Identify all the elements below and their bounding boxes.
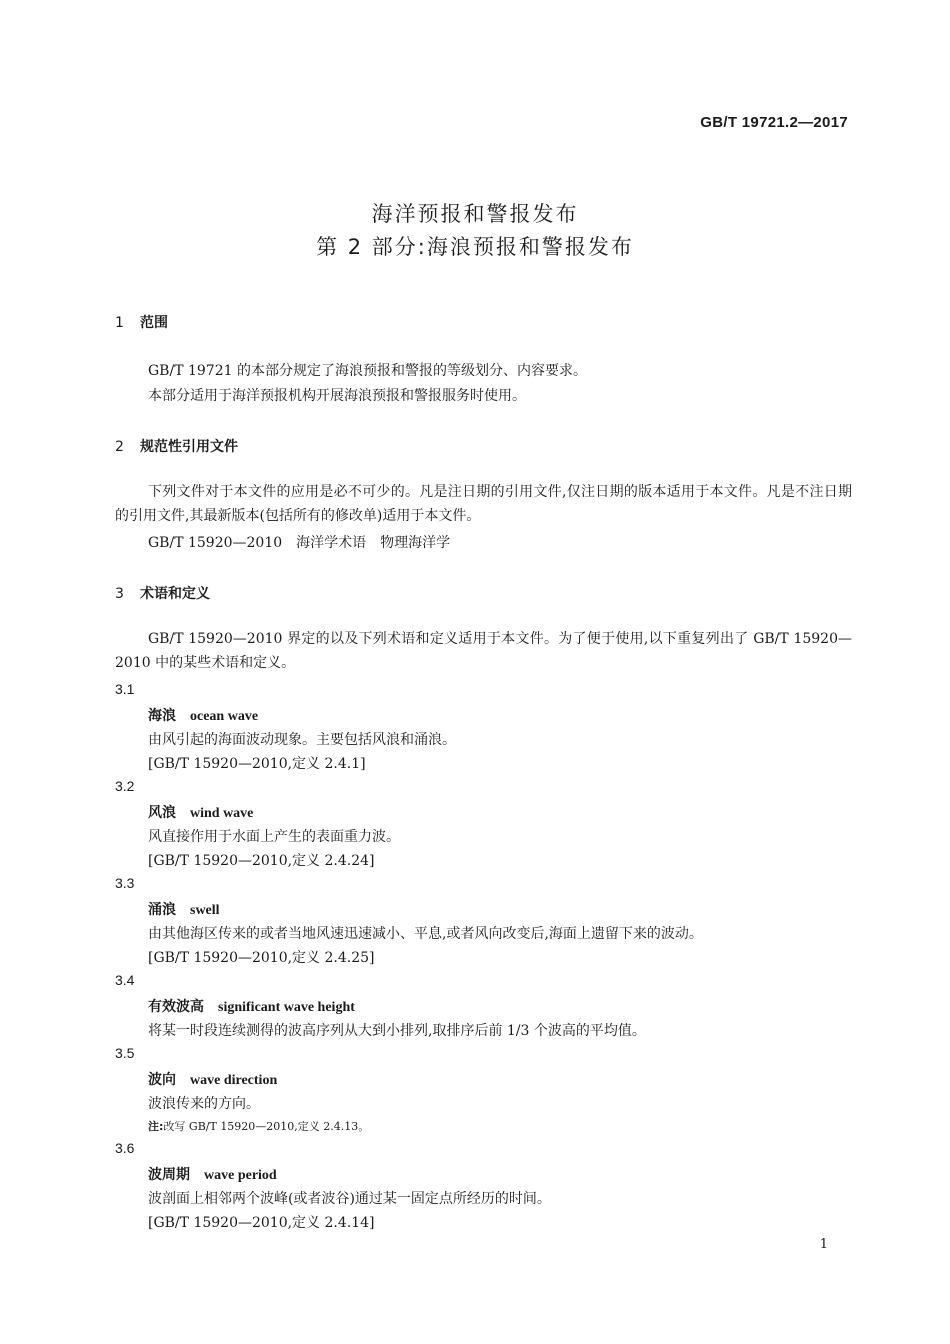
standard-number: GB/T 19721.2—2017: [700, 114, 848, 131]
term-en: swell: [190, 903, 220, 918]
page-number: 1: [819, 1237, 828, 1252]
term-zh: 波向: [148, 1072, 176, 1088]
term-zh: 海浪: [148, 708, 176, 724]
term-en: wave period: [204, 1168, 277, 1183]
term-definition: 由其他海区传来的或者当地风速迅速减小、平息,或者风向改变后,海面上遗留下来的波动。: [148, 926, 703, 942]
term-number: 3.2: [115, 778, 135, 794]
section-title: 范围: [140, 315, 168, 331]
term-heading: [148, 1164, 277, 1184]
section-title: 规范性引用文件: [140, 439, 238, 455]
term-en: significant wave height: [218, 1000, 355, 1015]
section-heading-scope: [115, 312, 168, 332]
reference-item: GB/T 15920—2010 海洋学术语 物理海洋学: [148, 535, 451, 551]
term-zh: 涌浪: [148, 902, 176, 918]
term-zh: 有效波高: [148, 999, 204, 1015]
document-title-part: 第 2 部分:海浪预报和警报发布: [316, 235, 634, 259]
term-number: 3.6: [115, 1140, 135, 1156]
term-heading: [148, 996, 355, 1016]
section-heading-terms: [115, 583, 210, 603]
references-paragraph: 下列文件对于本文件的应用是必不可少的。凡是注日期的引用文件,仅注日期的版本适用于本文件。凡是不注日期的引用文件,其最新版本(包括所有的修改单)适用于本文件。: [115, 484, 852, 524]
term-source: [GB/T 15920—2010,定义 2.4.25]: [148, 950, 375, 966]
term-number: 3.5: [115, 1045, 135, 1061]
term-definition: 由风引起的海面波动现象。主要包括风浪和涌浪。: [148, 732, 456, 748]
term-heading: [148, 1069, 277, 1089]
section-number: 2: [115, 439, 124, 455]
term-heading: [148, 705, 258, 725]
term-definition: 将某一时段连续测得的波高序列从大到小排列,取排序后前 1/3 个波高的平均值。: [148, 1023, 646, 1039]
terms-intro-paragraph: GB/T 15920—2010 界定的以及下列术语和定义适用于本文件。为了便于使用,以下重复列出了 GB/T 15920—2010 中的某些术语和定义。: [115, 631, 852, 671]
section-number: 3: [115, 586, 124, 602]
term-heading: [148, 899, 220, 919]
term-definition: 波浪传来的方向。: [148, 1096, 260, 1112]
scope-paragraph-1: GB/T 19721 的本部分规定了海浪预报和警报的等级划分、内容要求。: [148, 363, 587, 379]
term-en: ocean wave: [190, 709, 259, 724]
term-heading: [148, 802, 253, 822]
term-source: [GB/T 15920—2010,定义 2.4.24]: [148, 853, 375, 869]
term-number: 3.3: [115, 875, 135, 891]
term-definition: 风直接作用于水面上产生的表面重力波。: [148, 829, 400, 845]
section-number: 1: [115, 315, 124, 331]
section-title: 术语和定义: [140, 586, 210, 602]
term-en: wave direction: [190, 1073, 278, 1088]
term-source: [GB/T 15920—2010,定义 2.4.1]: [148, 756, 366, 772]
scope-paragraph-2: 本部分适用于海洋预报机构开展海浪预报和警报服务时使用。: [148, 388, 526, 404]
term-zh: 波周期: [148, 1167, 190, 1183]
section-heading-normative-references: [115, 436, 238, 456]
term-en: wind wave: [190, 806, 254, 821]
document-title-main: 海洋预报和警报发布: [371, 202, 579, 226]
term-number: 3.4: [115, 972, 135, 988]
term-note: [148, 1118, 369, 1134]
term-definition: 波剖面上相邻两个波峰(或者波谷)通过某一固定点所经历的时间。: [148, 1191, 551, 1207]
note-text: 改写 GB/T 15920—2010,定义 2.4.13。: [163, 1120, 370, 1133]
note-label: 注:: [148, 1120, 164, 1133]
term-number: 3.1: [115, 681, 135, 697]
term-source: [GB/T 15920—2010,定义 2.4.14]: [148, 1215, 375, 1231]
term-zh: 风浪: [148, 805, 176, 821]
